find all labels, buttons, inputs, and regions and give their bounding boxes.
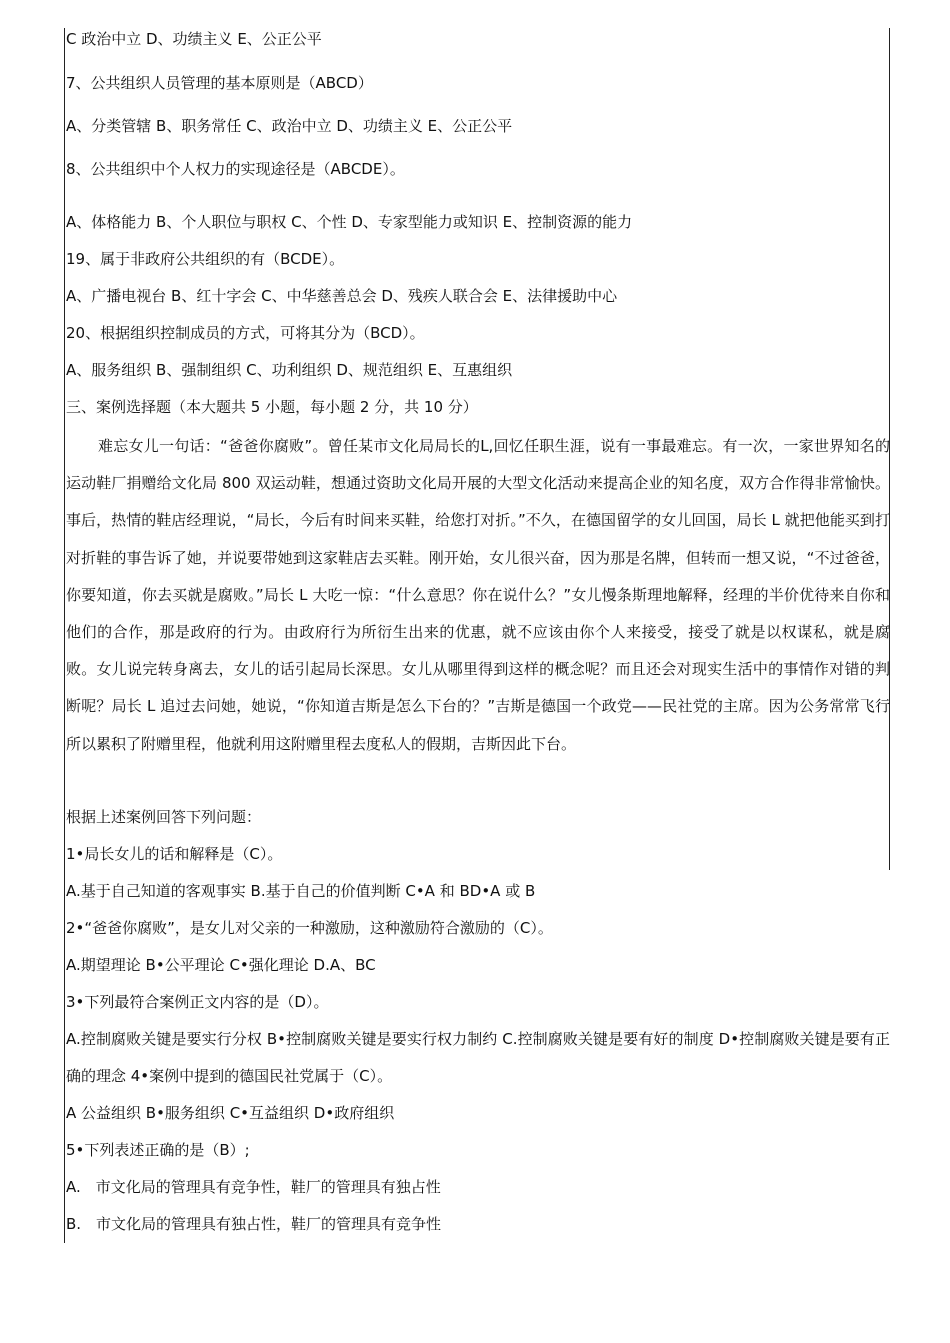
section-heading: 三、案例选择题（本大题共 5 小题，每小题 2 分，共 10 分） [66, 398, 478, 416]
option-line: A、广播电视台 B、红十字会 C、中华慈善总会 D、残疾人联合会 E、法律援助中心 [66, 287, 618, 305]
question-line: 5•下列表述正确的是（B）; [66, 1141, 250, 1159]
option-paragraph: A.控制腐败关键是要实行分权 B•控制腐败关键是要实行权力制约 C.控制腐败关键是要有好的制度 D•控制腐败关键是要有正确的理念 4•案例中提到的德国民社党属于（C）。 [66, 1030, 890, 1085]
option-line: C 政治中立 D、功绩主义 E、公正公平 [66, 30, 322, 48]
option-line: A. 市文化局的管理具有竞争性，鞋厂的管理具有独占性 [66, 1178, 441, 1196]
question-line: 3•下列最符合案例正文内容的是（D）。 [66, 993, 329, 1011]
question-line: 2•“爸爸你腐败”，是女儿对父亲的一种激励，这种激励符合激励的（C）。 [66, 919, 553, 937]
option-line: A 公益组织 B•服务组织 C•互益组织 D•政府组织 [66, 1104, 395, 1122]
question-line: 20、根据组织控制成员的方式，可将其分为（BCD）。 [66, 324, 425, 342]
option-line: A.基于自己知道的客观事实 B.基于自己的价值判断 C•A 和 BD•A 或 B [66, 882, 536, 900]
table-left-border [64, 28, 65, 1243]
question-line: 7、公共组织人员管理的基本原则是（ABCD） [66, 74, 373, 92]
option-line: A、体格能力 B、个人职位与职权 C、个性 D、专家型能力或知识 E、控制资源的能力 [66, 213, 633, 231]
question-line: 1•局长女儿的话和解释是（C）。 [66, 845, 283, 863]
option-line: B. 市文化局的管理具有独占性，鞋厂的管理具有竞争性 [66, 1215, 442, 1233]
question-line: 19、属于非政府公共组织的有（BCDE）。 [66, 250, 345, 268]
question-line: 8、公共组织中个人权力的实现途径是（ABCDE）。 [66, 160, 405, 178]
option-line: A、服务组织 B、强制组织 C、功利组织 D、规范组织 E、互惠组织 [66, 361, 513, 379]
option-line: A、分类管辖 B、职务常任 C、政治中立 D、功绩主义 E、公正公平 [66, 117, 513, 135]
case-paragraph: 难忘女儿一句话：“爸爸你腐败”。曾任某市文化局局长的L,回忆任职生涯，说有一事最难忘。有一次，一家世界知名的运动鞋厂捐赠给文化局 800 双运动鞋，想通过资助文化局开展的大型文化活动来提高企业的知名度，双方合作得非常愉快。事后，热情的鞋店经理说，“局长，今后有时间来买鞋，给您打对折。”不久，在德国留学的女儿回国，局长 L 就把他能买到打对折鞋的事告诉了她，并说要带她到这家鞋店去买鞋。刚开始，女儿很兴奋，因为那是名牌，但转而一想又说，“不过爸爸，你要知道，你去买就是腐败。”局长 L 大吃一惊：“什么意思？你在说什么？”女儿慢条斯理地解释，经理的半价优待来自你和他们的合作，那是政府的行为。由政府行为所衍生出来的优惠，就不应该由你个人来接受，接受了就是以权谋私，就是腐败。女儿说完转身离去，女儿的话引起局长深思。女儿从哪里得到这样的概念呢？而且还会对现实生活中的事情作对错的判断呢？局长 L 追过去问她，她说，“你知道吉斯是怎么下台的？”吉斯是德国一个政党——民社党的主席。因为公务常常飞行所以累积了附赠里程，他就利用这附赠里程去度私人的假期，吉斯因此下台。 [66, 437, 890, 753]
instruction-line: 根据上述案例回答下列问题： [66, 808, 262, 826]
option-line: A.期望理论 B•公平理论 C•强化理论 D.A、BC [66, 956, 376, 974]
